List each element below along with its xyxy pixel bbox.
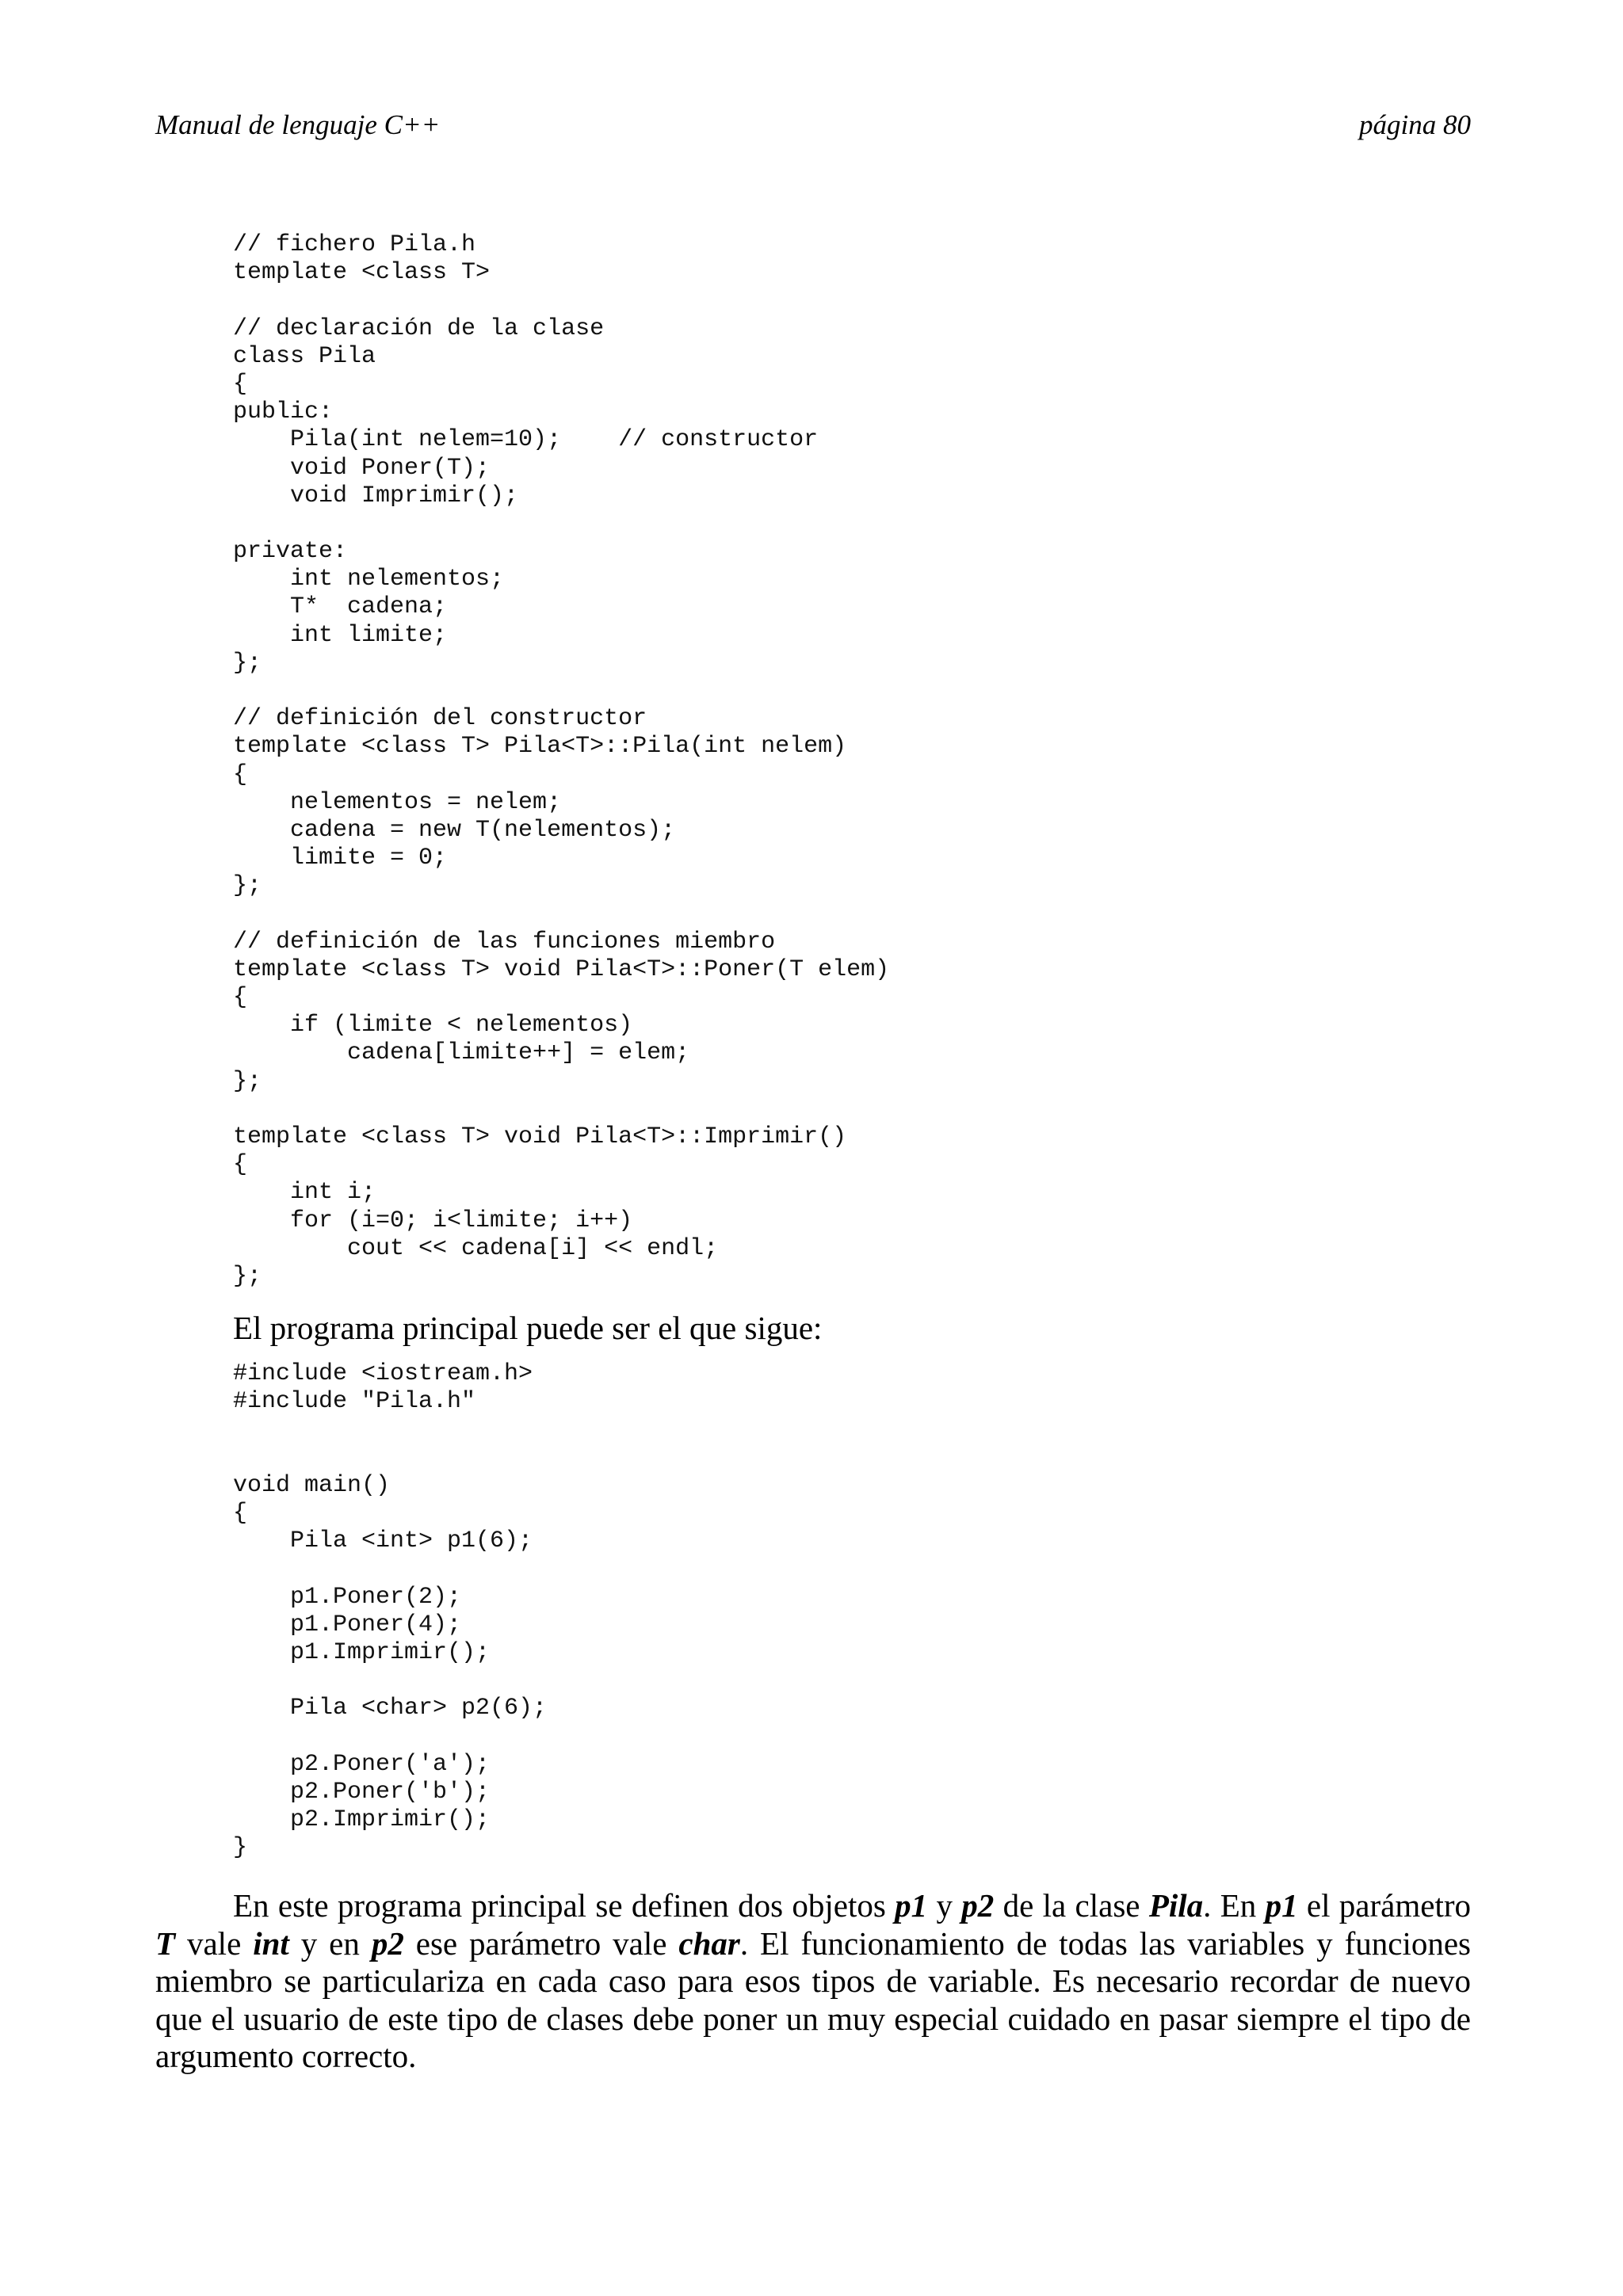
code-line: class Pila [233, 342, 376, 370]
code-line: template <class T> Pila<T>::Pila(int nelem) [233, 733, 847, 761]
code-line: template <class T> [233, 259, 491, 287]
code-line: { [233, 1499, 248, 1527]
code-line: #include <iostream.h> [233, 1360, 533, 1387]
code-line: int nelementos; [233, 566, 505, 593]
code-line: int i; [233, 1179, 376, 1207]
code-line: // declaración de la clase [233, 315, 605, 342]
text-run: ese parámetro vale [403, 1924, 679, 1962]
code-line: limite = 0; [233, 845, 448, 872]
text-run: de la clase [994, 1887, 1149, 1924]
code-line [233, 677, 889, 705]
code-line: cadena = new T(nelementos); [233, 816, 676, 844]
code-line [233, 1444, 547, 1472]
code-line: } [233, 1834, 248, 1862]
text-run: . En [1203, 1887, 1266, 1924]
code-line: // definición del constructor [233, 705, 647, 733]
term-p1: p1 [1265, 1887, 1298, 1924]
code-line: #include "Pila.h" [233, 1388, 476, 1416]
code-line: Pila <char> p2(6); [233, 1695, 548, 1722]
code-line [233, 1722, 547, 1750]
code-block-main-program [233, 1360, 547, 1862]
code-line: }; [233, 649, 262, 677]
code-line [233, 510, 889, 538]
closing-paragraph [155, 1887, 1471, 2076]
code-line: public: [233, 399, 334, 426]
text-run: En este programa principal se definen dos objetos [233, 1887, 896, 1924]
code-line: template <class T> void Pila<T>::Imprimir() [233, 1123, 847, 1150]
code-line: { [233, 761, 248, 788]
code-line: cadena[limite++] = elem; [233, 1039, 690, 1067]
code-line: template <class T> void Pila<T>::Poner(T elem) [233, 955, 890, 983]
code-line: p1.Poner(2); [233, 1583, 462, 1611]
code-line: p1.Poner(4); [233, 1611, 462, 1638]
code-line: private: [233, 538, 348, 566]
page-number: página 80 [1359, 109, 1471, 140]
text-run: el parámetro [1297, 1887, 1471, 1924]
code-line: void Poner(T); [233, 454, 491, 482]
code-line: { [233, 370, 248, 398]
code-line [233, 287, 889, 315]
code-line: { [233, 984, 248, 1012]
document-title: Manual de lenguaje C++ [155, 109, 441, 140]
code-line: }; [233, 1067, 262, 1095]
text-run: vale [175, 1924, 254, 1962]
code-line: Pila <int> p1(6); [233, 1527, 533, 1555]
code-line [233, 901, 889, 929]
term-int: int [253, 1924, 289, 1962]
page-header [155, 111, 1471, 139]
code-line [233, 1667, 547, 1695]
term-p2: p2 [961, 1887, 995, 1924]
code-line: cout << cadena[i] << endl; [233, 1234, 719, 1262]
code-line: }; [233, 872, 262, 900]
term-pila: Pila [1148, 1887, 1204, 1924]
code-line [233, 1096, 889, 1123]
code-line: T* cadena; [233, 593, 448, 621]
code-line: }; [233, 1262, 262, 1290]
code-line: int limite; [233, 621, 448, 649]
text-run: y en [288, 1924, 372, 1962]
code-line: nelementos = nelem; [233, 788, 562, 816]
code-block-pila-header [233, 231, 889, 1291]
code-line: Pila(int nelem=10); // constructor [233, 426, 819, 454]
code-line: // fichero Pila.h [233, 231, 476, 258]
term-t: T [155, 1924, 176, 1962]
code-line: p2.Poner('b'); [233, 1778, 491, 1806]
code-line: p2.Poner('a'); [233, 1750, 491, 1778]
code-line [233, 1555, 547, 1583]
code-line: for (i=0; i<limite; i++) [233, 1207, 633, 1234]
term-p1: p1 [895, 1887, 928, 1924]
text-run: y [927, 1887, 962, 1924]
term-char: char [678, 1924, 740, 1962]
code-line: if (limite < nelementos) [233, 1012, 633, 1039]
code-line: { [233, 1151, 248, 1179]
text-run: . El funcionamiento de todas las variables y funciones miembro se particulariza en cada caso para esos tipos de variable. Es necesario recordar de nuevo que el usuario de este tipo de clases debe poner un muy especial cuidado en pasar siempre el tipo de argumento correcto. [155, 1924, 1471, 2074]
code-line: // definición de las funciones miembro [233, 928, 776, 955]
term-p2: p2 [371, 1924, 404, 1962]
code-line: p1.Imprimir(); [233, 1638, 491, 1666]
code-line [233, 1416, 547, 1444]
code-line: p2.Imprimir(); [233, 1806, 491, 1833]
code-line: void Imprimir(); [233, 482, 519, 509]
code-line: void main() [233, 1471, 391, 1499]
intro-text: El programa principal puede ser el que sigue: [233, 1310, 823, 1346]
